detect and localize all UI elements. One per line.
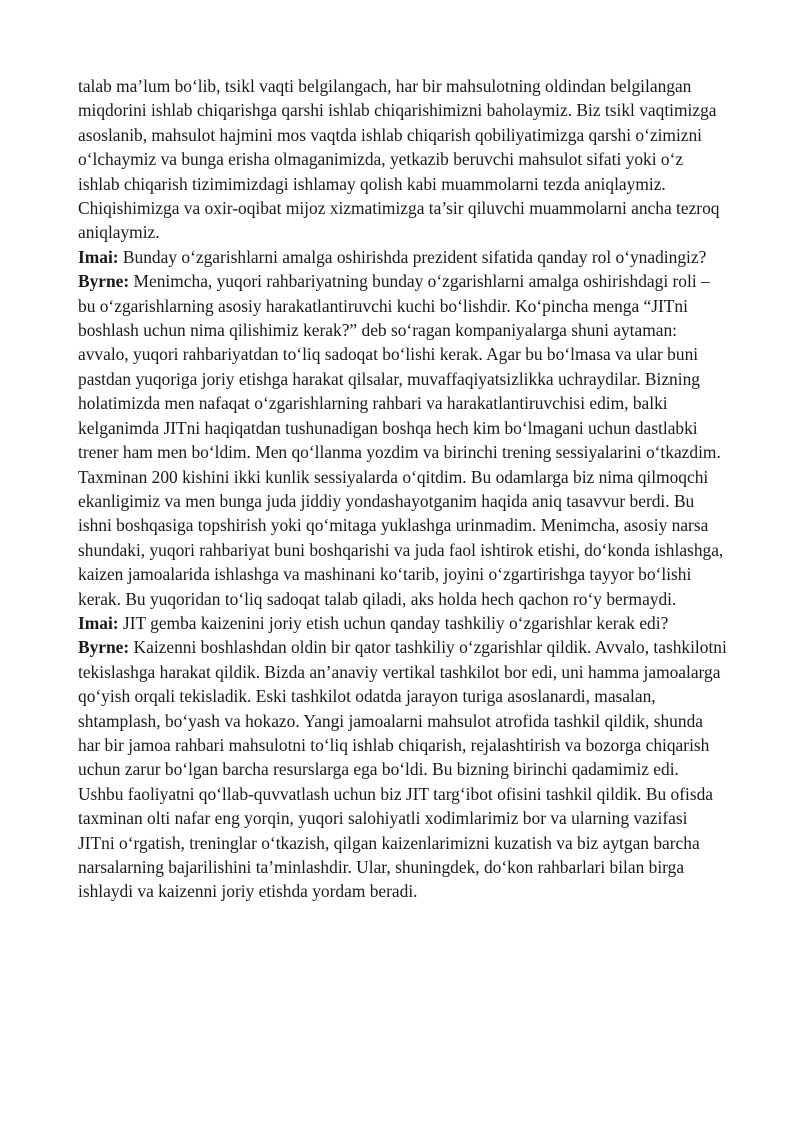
paragraph-byrne-answer-1 [78, 269, 728, 611]
speaker-label: Byrne: [78, 271, 130, 292]
paragraph-text: talab ma’lum bo‘lib, tsikl vaqti belgilangach, har bir mahsulotning oldindan belgilangan miqdorini ishlab chiqarishga qarshi ishlab chiqarishimizni baholaymiz. Biz tsikl vaqtimizga asoslanib, mahsulot hajmini mos vaqtda ishlab chiqarish qobiliyatimizga qarshi o‘zimizni o‘lchaymiz va bunga erisha olmaganimizda, yetkazib beruvchi mahsulot sifati yoki o‘z ishlab chiqarish tizimimizdagi ishlamay qolish kabi muammolarni tezda aniqlaymiz. Chiqishimizga va oxir-oqibat mijoz xizmatimizga ta’sir qiluvchi muammolarni ancha tezroq aniqlaymiz. [78, 76, 720, 243]
paragraph-imai-question-2 [78, 611, 728, 635]
speaker-label: Byrne: [78, 637, 130, 658]
paragraph-text: JIT gemba kaizenini joriy etish uchun qanday tashkiliy o‘zgarishlar kerak edi? [118, 612, 669, 633]
document-page [78, 74, 728, 904]
speaker-label: Imai: [78, 246, 119, 267]
paragraph-byrne-answer-2 [78, 635, 728, 903]
paragraph-continuation [78, 74, 728, 245]
paragraph-text: Bunday o‘zgarishlarni amalga oshirishda prezident sifatida qanday rol o‘ynadingiz? [118, 246, 707, 267]
paragraph-text: Kaizenni boshlashdan oldin bir qator tashkiliy o‘zgarishlar qildik. Avvalo, tashkilotni tekislashga harakat qildik. Bizda an’anaviy vertikal tashkilot bor edi, uni hamma jamoalarga qo‘yish orqali tekisladik. Eski tashkilot odatda jarayon turiga asoslanardi, masalan, shtamplash, bo‘yash va hokazo. Yangi jamoalarni mahsulot atrofida tashkil qildik, shunda har bir jamoa rahbari mahsulotni to‘liq ishlab chiqarish, rejalashtirish va bozorga chiqarish uchun zarur bo‘lgan barcha resurslarga ega bo‘ldi. Bu bizning birinchi qadamimiz edi. Ushbu faoliyatni qo‘llab-quvvatlash uchun biz JIT targ‘ibot ofisini tashkil qildik. Bu ofisda taxminan olti nafar eng yorqin, yuqori salohiyatli xodimlarimiz bor va ularning vazifasi JITni o‘rgatish, treninglar o‘tkazish, qilgan kaizenlarimizni kuzatish va biz aytgan barcha narsalarning bajarilishini ta’minlashdir. Ular, shuningdek, do‘kon rahbarlari bilan birga ishlaydi va kaizenni joriy etishda yordam beradi. [78, 637, 727, 902]
paragraph-text: Menimcha, yuqori rahbariyatning bunday o‘zgarishlarni amalga oshirishdagi roli – bu o‘zgarishlarning asosiy harakatlantiruvchi kuchi bo‘lishdir. Ko‘pincha menga “JITni boshlash uchun nima qilishimiz kerak?” deb so‘ragan kompaniyalarga shuni aytaman: avvalo, yuqori rahbariyatdan to‘liq sadoqat bo‘lishi kerak. Agar bu bo‘lmasa va ular buni pastdan yuqoriga joriy etishga harakat qilsalar, muvaffaqiyatsizlikka uchraydilar. Bizning holatimizda men nafaqat o‘zgarishlarning rahbari va harakatlantiruvchisi edim, balki kelganimda JITni haqiqatdan tushunadigan boshqa hech kim bo‘lmagani uchun dastlabki trener ham men bo‘ldim. Men qo‘llanma yozdim va birinchi trening sessiyalarini o‘tkazdim. Taxminan 200 kishini ikki kunlik sessiyalarda o‘qitdim. Bu odamlarga biz nima qilmoqchi ekanligimiz va men bunga juda jiddiy yondashayotganim haqida aniq tasavvur berdi. Bu ishni boshqasiga topshirish yoki qo‘mitaga yuklashga urinmadim. Menimcha, asosiy narsa shundaki, yuqori rahbariyat buni boshqarishi va juda faol ishtirok etishi, do‘konda ishlashga, kaizen jamoalarida ishlashga va mashinani ko‘tarib, joyini o‘zgartirishga tayyor bo‘lishi kerak. Bu yuqoridan to‘liq sadoqat talab qiladi, aks holda hech qachon ro‘y bermaydi. [78, 271, 724, 609]
speaker-label: Imai: [78, 612, 119, 633]
paragraph-imai-question-1 [78, 245, 728, 269]
